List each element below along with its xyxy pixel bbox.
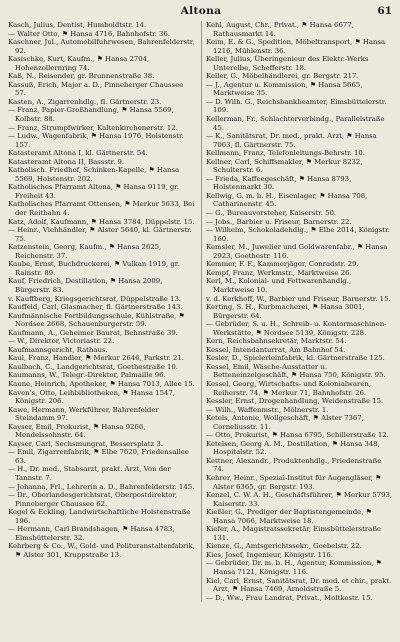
directory-entry: Kehrberg & Co., W., Gold- und Polituranstaltenfabrik, ⚑ Alster 301, Kruppstraße 13. [8, 542, 195, 559]
directory-entry: Katz, Adolf, Kaufmann, ⚑ Hansa 3784, Düppelstr. 15. [8, 217, 195, 226]
directory-entry: Kaufmann, A., Geheimer Baurat, Behnstraße 39. [8, 328, 178, 337]
directory-entry: — Dr., Oberlandesgerichtsrat, Oberpostdirektor, Pinneberger Chaussee 62. [8, 491, 178, 508]
directory-entry: Kaune, Heinrich, Apotheker, ⚑ Hansa 7013, Allee 15. [8, 379, 195, 388]
directory-entry: v. d. Kerkhoff, W., Barbier und Friseur, Barnerstr. 15. [206, 294, 391, 303]
directory-entry: — Heinr., Viehhändler, ⚑ Alster 5640, kl. Gärtnerstr. 75. [8, 226, 192, 243]
directory-entry: Kienze, G., Amtsgerichtssekr., Goebelstr. 22. [206, 542, 362, 551]
directory-entry: Kasten, A., Zigarrenhdlg., fl. Gärtnerstr. 23. [8, 97, 162, 106]
directory-entry: Kasch, Julius, Dentist, Humboldtstr. 14. [8, 21, 147, 29]
directory-entry: Kessler, Ernst, Drogenhandlung, Weidenstraße 15. [206, 397, 384, 406]
directory-entry: — G., Bureauvorsteher, Kaiserstr. 50. [206, 209, 337, 218]
directory-entry: Kempf, Franz, Werkmstr., Marktweise 26. [206, 268, 352, 277]
directory-entry: Kayser, Carl, Sechsmungrat, Bessersplatz 3. [8, 439, 163, 448]
directory-entry: Kessel, Georg, Wirtschafts- und Kolonialwaren, Reiherstr. 74, ⚑ Merkur 71, Bahnhofstr. 26. [206, 379, 372, 397]
directory-entry: Kies, Josef, Ingenieur, Königstr. 116. [206, 550, 334, 559]
directory-entry: — K., Sanitätsrat, Dr. med., prakt. Arzt, ⚑ Hansa 7063, fl. Gärtnerstr. 75. [206, 132, 377, 149]
directory-entry: — D. Wilh. G., Reichsbankbeamter, Eimsbüttelerstr. 109. [206, 97, 387, 115]
directory-entry: Kawe, Hermann, Werkführer, Bahrenfelder Steindamm 97. [8, 405, 159, 423]
directory-entry: Kaube, Ernst, Buchdruckerei, ⚑ Vulkan 1919, gr. Rainstr. 89. [8, 260, 180, 277]
directory-entry: Keller, G., Möbelhändlerei, gr. Bergstr. 217. [206, 72, 359, 81]
directory-entry: — Gebrüder, S. u. H., Schreib- u. Kontormaschinen-Werkstätte, ⚑ Nordsee 5139, Königstr. 228. [206, 320, 387, 337]
directory-entry: Katholisches Pfarramt Altona, ⚑ Hansa 9119, gr. Freiheit 43. [8, 183, 179, 200]
directory-entry: Kassuß, Erich, Major a. D., Pinneberger Chaussee 57. [8, 80, 184, 98]
directory-entry: Keim, E. & G., Spedition, Möbeltransport, ⚑ Hansa 1216, Mühlenstr. 36. [206, 38, 386, 55]
directory-entry: Kehl, August, Chr., Privat., ⚑ Hansa 6677, Rathausmarkt 14. [206, 21, 354, 38]
directory-entry: Kaul, Franz, Handler, ⚑ Merkur 2646, Parkstr. 21. [8, 354, 184, 363]
directory-entry: Kegel & Eckling, Landwirtschaftliche Holstenstraße 196. [8, 508, 191, 525]
directory-entry: Kerl, M., Kolonial- und Fettwarenhandlg., Marktweise 10. [206, 277, 352, 294]
directory-entry: Kellwig, G. m. b. H., Eisenlager, ⚑ Hansa 708, Catharinenstr. 45. [206, 191, 368, 209]
directory-entry: Kettner, Alexandr., Produktenhdlg., Friedenstraße 74. [206, 456, 382, 474]
directory-columns [8, 21, 394, 602]
directory-entry: Kehrer, Heinr., Spezial-Institut für Augengläser, ⚑ Alster 6365, gr. Bergstr. 193. [206, 473, 382, 491]
directory-entry: — H., Dr. med., Stabsarzt, prakt. Arzt, Von der Tannstr. 7. [8, 465, 171, 482]
directory-entry: — Frieda, Kaffeegeschäft, ⚑ Hansa 8793, Holstenmarkt 30. [206, 174, 352, 192]
directory-entry: Kaschner, Jul., Automobilfuhrwesen, Bahrenfelderstr. 92. [8, 38, 195, 55]
right-column [201, 21, 394, 602]
directory-entry: — Emil, Zigarrenfabrik, ⚑ Elbe 7620, Friedensallee 63. [8, 448, 189, 465]
directory-entry: Kaufmännische Fortbildungsschule, Kühlstraße, ⚑ Nordsee 2668, Schauenburgerstr. 59. [8, 311, 185, 329]
directory-entry: — J., Agentur u. Kommission, ⚑ Hansa 5665, Marktweise 35. [206, 80, 363, 98]
directory-entry: — Johanna, Frl., Lehrerin a. D., Bahrenfelderstr. 145. [8, 482, 195, 491]
directory-entry: Katzenstein, Georg, Kaufm., ⚑ Hansa 2625, Reichenstr. 37. [8, 243, 162, 260]
directory-entry: v. Kauffberg, Kriegsgerichtsrat, Düppelstraße 13. [8, 294, 182, 303]
left-column [8, 21, 196, 602]
directory-entry: Katholisches Pfarramt Ottensen, ⚑ Merkur 5633, Bei der Reitbahn 4. [8, 200, 195, 218]
directory-entry: Kern, Reichsbahnsekretär, Marktstr. 54. [206, 337, 347, 346]
directory-entry: Kaven's, Otto, Leihbibliotheken, ⚑ Hansa 1547, Königstr. 206. [8, 388, 175, 406]
directory-entry: Kiefer, A., Magistratssekretär, Eimsbüttelerstraße 131. [206, 525, 381, 542]
directory-entry: Kaulbach, C., Landgerichtsrat, Goethestraße 10. [8, 362, 178, 371]
directory-entry: Kellerman, Fr., Schlachterverbindg., Parallelstraße 45. [206, 115, 385, 132]
directory-entry: — Hermann, Carl Brandshagen, ⚑ Hansa 4783, Elmsbüttelerstr. 32. [8, 525, 175, 542]
directory-entry: — Ludw., Wagenfabrik, ⚑ Hansa 1976, Holstenstr. 157. [8, 132, 184, 149]
directory-entry: — Wilhelm, Schokoladehdlg., ⚑ Elbe 2014, Königstr. 160. [206, 226, 390, 243]
directory-entry: — W., Direktor, Victoriastr. 22. [8, 337, 115, 346]
directory-entry: — Franz, Strumpfwirker, Kaltenkirchenerstr. 12. [8, 123, 178, 132]
directory-entry: Kellner, Carl, Schiffsmakler, ⚑ Merkur 8232, Schulterstr. 6. [206, 157, 363, 175]
directory-entry: — Jobs., Barbier u. Friseur, Barnerstr. 22. [206, 217, 352, 226]
directory-entry: Kesler, D., Spielerleinfabrik, kl. Gärtnerstraße 125. [206, 354, 385, 363]
directory-entry: Katasteramt Altona I, kl. Gärtnerstr. 54. [8, 149, 148, 158]
directory-entry: — Gebrüder, Dr. m. b. H., Agentur, Kommission, ⚑ Hansa 7121, Königstr. 116. [206, 559, 382, 576]
directory-entry: Kiel, Carl, Ernst, Sanitätsrat, Dr. med. et chir., prakt. Arzt, ⚑ Hansa 7469, Arnoldstraße 5. [206, 576, 392, 594]
page-title: Altona [180, 5, 222, 17]
directory-entry: Ketels, Antonie, Wollgeschäft, ⚑ Alster 7367, Corneliusstr. 11. [206, 414, 364, 431]
directory-entry: Kellmann, Franz, Telefonleitungs-Behrstr. 10. [206, 149, 365, 158]
directory-entry: Kayser, Emil, Prokurist, ⚑ Hansa 9266, Mendelssohnstr. 64. [8, 422, 146, 440]
directory-entry: — D., Ww., Frau Landrat, Privat., Moltkestr. 15. [206, 593, 373, 602]
directory-entry: Kerting, S. H., Kurbmacherei, ⚑ Hansa 3001, Bürgerstr. 64. [206, 303, 365, 320]
directory-entry: — Franz, Papier-Großhandlung, ⚑ Hansa 5569, Kolbstr. 88. [8, 106, 174, 124]
directory-entry: Kenzel, C. W. A. H., Geschäftsführer, ⚑ Merkur 5793, Kaiserstr. 33. [206, 491, 393, 508]
directory-entry: Kessel, Intendanturrat, Am Bahnhof 54. [206, 345, 346, 354]
directory-entry: — Wilh., Waffenmstr., Mölnerstr. 1. [206, 405, 329, 414]
page-header [8, 5, 394, 19]
directory-entry: Kaumanns, W., Telegr.-Direktor, Palmaille 96. [8, 371, 166, 380]
directory-entry: Katholisch. Friedhof, Schinken-Kapelle, ⚑ Hansa 5569, Holstenstr. 202. [8, 166, 180, 183]
directory-entry: Kasischke, Kurt, Kaufm., ⚑ Hansa 2704, Hohenzollernring 74. [8, 55, 150, 72]
directory-entry: Kaufmannsgericht, Rathaus. [8, 345, 108, 354]
directory-entry: Kessel, Emil, Wäsche-Ausstatter u. Betteneinzelgeschäft, ⚑ Hansa 750, Königstr. 95. [206, 362, 386, 380]
directory-entry: Ketelsen, Georg A. M., Destillation, ⚑ Hansa 348, Hospitalstr. 52. [206, 439, 380, 457]
directory-entry: Katasteramt Altona II, Bassstr. 9. [8, 157, 125, 166]
directory-entry: Kemmer, F. F., Kammerjäger, Conradstr. 29. [206, 260, 359, 269]
directory-entry: — Walter Otto, ⚑ Hansa 4716, Bahnhofstr. 36. [8, 29, 170, 38]
directory-entry: — Otto, Prokurist, ⚑ Hansa 6795, Schillerstraße 12. [206, 431, 389, 440]
directory-entry: Kaß, N., Reisender, gr. Brunnenstraße 38. [8, 72, 155, 81]
directory-entry: Kemsler, M., Juwelier und Goldwarenfabr., ⚑ Hansa 2923, Goethestr. 116. [206, 243, 388, 260]
directory-entry: Kauffeld, Carl, Glasmacher, fl. Gärtnerstraße 143. [8, 303, 183, 312]
directory-entry: Keller, Julius, Überingenieur des Elektr.-Werks Unterelbe, Schefferstr. 18. [206, 55, 369, 72]
directory-entry: Kießler, G., Prediger der Baptistengemeinde, ⚑ Hansa 7066, Marktweise 18. [206, 508, 372, 525]
page-number: 61 [377, 5, 392, 17]
directory-entry: Kauf, Friedrich, Destillation, ⚑ Hansa 2009, Bürgerstr. 83. [8, 277, 163, 294]
